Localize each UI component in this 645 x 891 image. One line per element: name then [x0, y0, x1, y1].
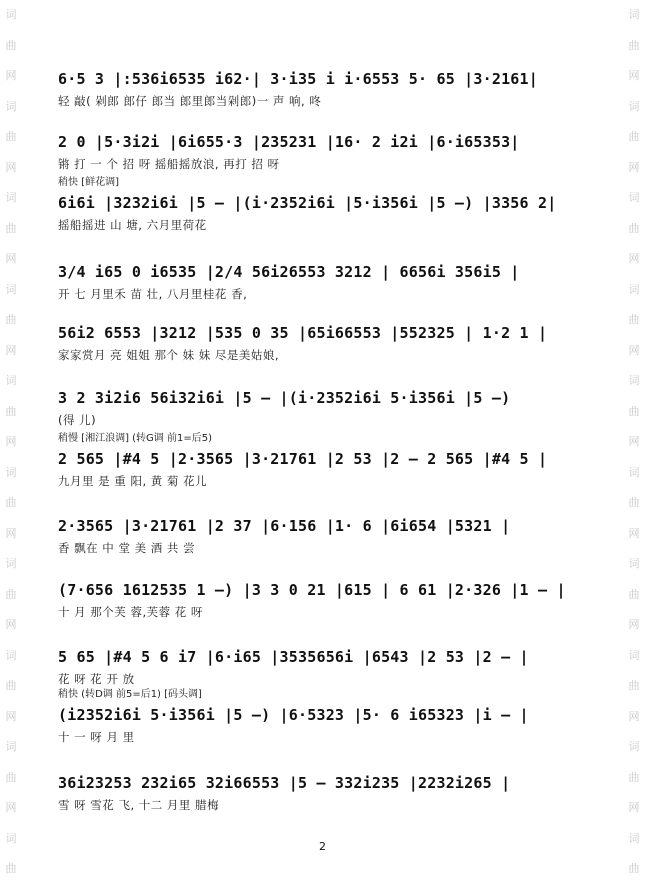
- lyrics-line: 摇船摇进 山 塘, 六月里荷花: [58, 218, 207, 232]
- notation-line: (7·656 1612535 1 –) |3 3 0 21 |615 | 6 61 |2·326 |1 – |: [58, 581, 566, 599]
- watermark-glyph: 网: [5, 526, 17, 540]
- watermark-glyph: 网: [628, 618, 640, 631]
- watermark-glyph: 曲: [5, 496, 17, 509]
- watermark-glyph: 词: [628, 8, 640, 21]
- watermark-glyph: 曲: [628, 404, 640, 418]
- watermark-glyph: 词: [628, 99, 640, 113]
- watermark-glyph: 网: [5, 252, 17, 265]
- notation-line: 5 65 |#4 5 6 i7 |6·i65 |3535656i |6543 |2 53 |2 – |: [58, 648, 529, 666]
- watermark-glyph: 网: [628, 526, 640, 540]
- system-header: 稍快 [鲜花调]: [58, 177, 119, 188]
- notation-line: 2·3565 |3·21761 |2 37 |6·156 |1· 6 |6i654 |5321 |: [58, 517, 511, 535]
- watermark-glyph: 词: [5, 191, 17, 204]
- watermark-glyph: 曲: [5, 221, 17, 235]
- watermark-glyph: 网: [5, 801, 17, 814]
- watermark-glyph: 网: [628, 252, 640, 265]
- watermark-glyph: 曲: [5, 679, 17, 692]
- score-system: [58, 52, 588, 110]
- system-header: [58, 245, 588, 259]
- lyrics-line: 轻 敲( 剁郎 郎仔 郎当 郎里郎当剁郎)一 声 响, 咚: [58, 94, 322, 108]
- watermark-glyph: 曲: [628, 221, 640, 235]
- watermark-glyph: 网: [628, 801, 640, 814]
- lyrics-line: (得 儿): [58, 413, 97, 427]
- watermark-glyph: 词: [628, 740, 640, 753]
- notation-line: 6·5 3 |:536i6535 i62·| 3·i35 i i·6553 5· 65 |3·2161|: [58, 70, 538, 88]
- watermark-glyph: 网: [628, 435, 640, 448]
- system-header: 稍慢 [湘江浪调] (转G调 前1=后5): [58, 433, 212, 444]
- watermark-glyph: 网: [628, 343, 640, 357]
- score-system: [58, 563, 588, 621]
- watermark-glyph: 网: [5, 343, 17, 357]
- lyrics-line: 家家赏月 亮 姐姐 那个 妹 妹 尽是美姑娘,: [58, 348, 280, 362]
- score-system: [58, 756, 588, 814]
- watermark-glyph: 曲: [5, 862, 17, 875]
- watermark-glyph: 曲: [628, 770, 640, 784]
- watermark-glyph: 词: [5, 740, 17, 753]
- lyrics-line: 九月里 是 重 阳, 黄 菊 花儿: [58, 474, 208, 488]
- notation-line: 2 565 |#4 5 |2·3565 |3·21761 |2 53 |2 – 2 565 |#4 5 |: [58, 450, 548, 468]
- watermark-glyph: 词: [5, 282, 17, 296]
- watermark-glyph: 网: [5, 160, 17, 174]
- watermark-glyph: 曲: [628, 587, 640, 601]
- watermark-glyph: 曲: [628, 313, 640, 326]
- watermark-glyph: 曲: [628, 862, 640, 875]
- watermark-glyph: 网: [5, 435, 17, 448]
- score-system: [58, 630, 588, 688]
- watermark-glyph: 网: [5, 709, 17, 723]
- notation-line: 36i23253 232i65 32i66553 |5 – 332i235 |2232i265 |: [58, 774, 511, 792]
- notation-line: 3/4 i65 0 i6535 |2/4 56i26553 3212 | 6656i 356i5 |: [58, 263, 520, 281]
- system-header: [58, 306, 588, 320]
- watermark-glyph: 词: [628, 831, 640, 845]
- system-header: [58, 630, 588, 644]
- watermark-glyph: 曲: [628, 38, 640, 52]
- score-system: [58, 115, 588, 173]
- watermark-glyph: 网: [628, 69, 640, 82]
- watermark-glyph: 曲: [5, 770, 17, 784]
- watermark-glyph: 词: [5, 557, 17, 570]
- notation-line: 56i2 6553 |3212 |535 0 35 |65i66553 |552325 | 1·2 1 |: [58, 324, 548, 342]
- lyrics-line: 香 飘在 中 堂 美 酒 共 尝: [58, 541, 196, 555]
- watermark-glyph: 词: [5, 99, 17, 113]
- watermark-glyph: 词: [628, 191, 640, 204]
- lyrics-line: 十 月 那个芙 蓉,芙蓉 花 呀: [58, 605, 203, 619]
- watermark-glyph: 词: [628, 374, 640, 387]
- notation-line: (i2352i6i 5·i356i |5 –) |6·5323 |5· 6 i65323 |i – |: [58, 706, 529, 724]
- notation-line: 2 0 |5·3i2i |6i655·3 |235231 |16· 2 i2i |6·i65353|: [58, 133, 520, 151]
- lyrics-line: 锵 打 一 个 招 呀 摇船摇放浪, 再打 招 呀: [58, 157, 280, 171]
- watermark-left: [2, 0, 20, 885]
- score-system: [58, 499, 588, 557]
- watermark-glyph: 曲: [5, 313, 17, 326]
- score-system: [58, 432, 588, 490]
- watermark-glyph: 词: [628, 648, 640, 662]
- system-header: [58, 563, 588, 577]
- lyrics-line: 十 一 呀 月 里: [58, 730, 135, 744]
- system-header: [58, 115, 588, 129]
- watermark-glyph: 词: [5, 465, 17, 479]
- watermark-right: [625, 0, 643, 885]
- watermark-glyph: 曲: [5, 130, 17, 143]
- watermark-glyph: 词: [628, 282, 640, 296]
- watermark-glyph: 词: [5, 831, 17, 845]
- watermark-glyph: 曲: [628, 496, 640, 509]
- lyrics-line: 开 七 月里禾 苗 壮, 八月里桂花 香,: [58, 287, 248, 301]
- watermark-glyph: 词: [5, 648, 17, 662]
- score-system: [58, 245, 588, 303]
- watermark-glyph: 词: [628, 465, 640, 479]
- watermark-glyph: 曲: [5, 38, 17, 52]
- page-number: 2: [319, 840, 326, 853]
- watermark-glyph: 网: [5, 618, 17, 631]
- watermark-glyph: 词: [628, 557, 640, 570]
- watermark-glyph: 曲: [5, 404, 17, 418]
- watermark-glyph: 网: [5, 69, 17, 82]
- watermark-glyph: 词: [5, 374, 17, 387]
- watermark-glyph: 曲: [628, 130, 640, 143]
- notation-line: 3 2 3i2i6 56i32i6i |5 – |(i·2352i6i 5·i356i |5 –): [58, 389, 511, 407]
- score-system: [58, 371, 588, 429]
- system-header: [58, 52, 588, 66]
- watermark-glyph: 曲: [628, 679, 640, 692]
- score-system: [58, 688, 588, 746]
- watermark-glyph: 词: [5, 8, 17, 21]
- system-header: [58, 371, 588, 385]
- watermark-glyph: 网: [628, 160, 640, 174]
- watermark-glyph: 曲: [5, 587, 17, 601]
- system-header: 稍快 (转D调 前5=后1) [码头调]: [58, 689, 202, 700]
- lyrics-line: 雪 呀 雪花 飞, 十二 月里 腊梅: [58, 798, 220, 812]
- watermark-glyph: 网: [628, 709, 640, 723]
- score-system: [58, 176, 588, 234]
- system-header: [58, 499, 588, 513]
- system-header: [58, 756, 588, 770]
- lyrics-line: 花 呀 花 开 放: [58, 672, 135, 686]
- notation-line: 6i6i |3232i6i |5 – |(i·2352i6i |5·i356i |5 –) |3356 2|: [58, 194, 557, 212]
- score-system: [58, 306, 588, 364]
